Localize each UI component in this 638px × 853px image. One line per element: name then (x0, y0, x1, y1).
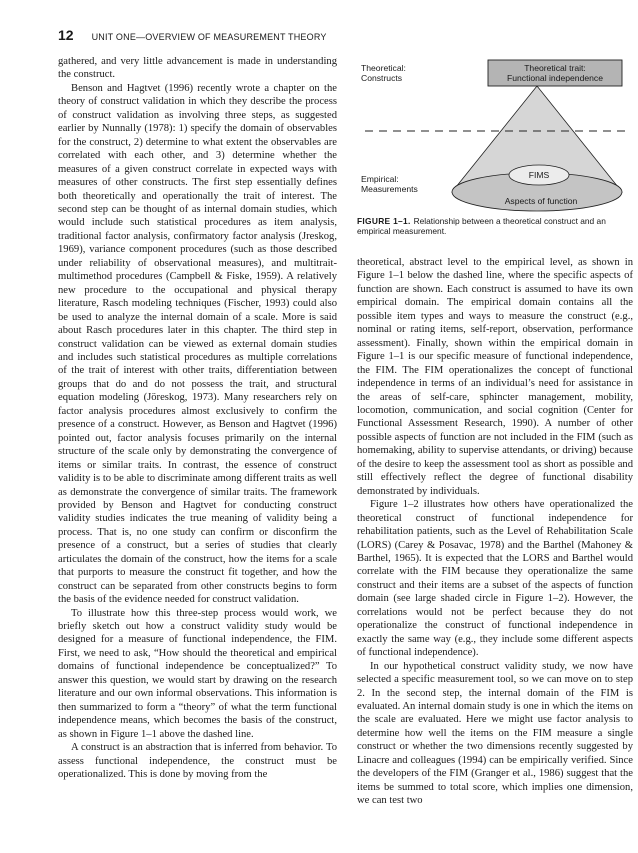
figure-caption (357, 216, 633, 237)
left-paragraph-1: gathered, and very little advancement is made in understanding the construct. (58, 56, 337, 81)
construct-diagram (357, 54, 633, 214)
left-paragraph-3: To illustrate how this three-step process would work, we briefly sketch out how a construct validity study would be designed for a measure of functional independence, the FIM. First, we need to ask, “How should the theoretical and empirical domains of functional independence be conceptualized?” To answer this question, we would start by drawing on the research literature and our own informal observations. This information is then summarized to form a “theory” of what the term functional independence means, which becomes the basis of the construct, as shown in Figure 1–1 above the dashed line. (58, 607, 337, 740)
empirical-label-line1: Empirical: (361, 174, 399, 184)
empirical-label-line2: Measurements (361, 184, 418, 194)
trait-box-line2: Functional independence (506, 73, 604, 83)
caption-label: FIGURE 1–1. (357, 216, 411, 226)
right-paragraph-2: Figure 1–2 illustrates how others have operationalized the theoretical construct of functional independence for rehabilitation patients, such as the Level of Rehabilitation Scale (LORS) (Carey & Posavac, 1978) and the Barthel (Mahoney & Barthel, 1965). It is expected that the LORS and Barthel would correlate with the FIM because they operationalize the same construct and their items are a subset of the aspects of function domain (see large shaded circle in Figure 1–2). However, the correlations would not be perfect because they do not operationalize the construct of functional independence in exactly the same way (e.g., they include some different aspects of functional independence). (357, 499, 633, 659)
left-paragraph-4: A construct is an abstraction that is inferred from behavior. To assess functional independence, the construct must be operationalized. This is done by moving from the (58, 742, 337, 781)
trait-box-line1: Theoretical trait: (524, 63, 586, 73)
fims-label: FIMS (528, 170, 550, 180)
caption-text: Relationship between a theoretical construct and an empirical measurement. (357, 216, 606, 237)
theoretical-label-line2: Constructs (361, 73, 403, 83)
right-paragraph-3: In our hypothetical construct validity study, we now have selected a specific measurement tool, so we can move on to step 2. In the second step, the internal domain of the FIM is evaluated. An internal domain study is one in which the items on the scale are evaluated. Here we might use factor analysis to determine how well the items on the FIM measure a single construct or whether the two dimensions recently suggested by Linacre and colleagues (1994) can be empirically verified. Since the developers of the FIM (Granger et al., 1986) suggest that the items be summed to total score, which implies one dimension, we can test two (357, 660, 633, 807)
aspects-label: Aspects of function (504, 196, 578, 206)
left-column (58, 55, 337, 781)
right-paragraph-1: theoretical, abstract level to the empirical level, as shown in Figure 1–1 below the dashed line, where the specific aspects of function are shown. Each construct is assumed to have its own empirical domain. The empirical domain contains all the possible item types and ways to measure the construct (e.g., nominal or rating items, self-report, observation, performance assessment). Finally, shown within the empirical domain in Figure 1–1 is our specific measure of functional independence, the FIM. The FIM operationalizes the concept of functional independence in terms of an individual’s need for assistance in the areas of self-care, sphincter management, mobility, locomotion, communication, and social cognition (Center for Functional Assessment Research, 1990). A number of other possible aspects of function are not included in the FIM (such as homemaking, ability to supervise attendants, or driving) because of the desire to keep the assessment tool as short as possible and still effectively reflect the degree of functional disability demonstrated by individuals. (357, 257, 633, 497)
running-head: UNIT ONE—OVERVIEW OF MEASUREMENT THEORY (91, 32, 327, 42)
page-number: 12 (58, 27, 74, 43)
right-column (357, 256, 633, 808)
left-paragraph-2: Benson and Hagtvet (1996) recently wrote a chapter on the theory of construct validation in which they describe the process of construct validation as involving three steps, as suggested earlier by Nunnally (1978): 1) specify the domain of observables for the construct, 2) determine to what extent the observables are correlated with each other, and 3) determine whether the measures of a given construct correlate in expected ways with measures of other constructs. The first step essentially defines both theoretically and operationally the trait of interest. The second step can be thought of as internal domain studies, which would include such statistical procedures as item analysis, traditional factor analysis, confirmatory factor analysis (Jreskog, 1969), variance component procedures (such as those described under reliability of observational measures), and multitrait-multimethod procedures (Campbell & Fiske, 1959). A relatively new procedure to the occupational and physical therapy literature, Rasch modeling techniques (Fischer, 1993) could also be used to analyze the internal domain of a scale. More is said about Rasch procedures later in this chapter. The third step in construct validation can be viewed as external domain studies and includes such statistical procedures as multiple correlations of the trait of interest with other traits, differentiation between groups that do and do not possess the trait, and structural equation modeling (Jöreskog, 1973). Many researchers rely on factor analysis procedures almost exclusively to confirm the presence of a construct. However, as Benson and Hagtvet (1996) pointed out, factor analysis focuses primarily on the internal structure of the scale only by demonstrating the convergence of items or similar traits. In contrast, the essence of construct validity is to be able to discriminate among different traits as well as demonstrate the convergence of similar traits. The framework provided by Benson and Hagtvet for conducting construct validity studies indicates the true meaning of validity being a process. That is, no one study can confirm or disconfirm the presence of a construct, but a series of studies that clearly articulates the domain of the construct, how the items for a scale that purports to measure the construct fit together, and how the construct can be separated from other constructs begins to form the basis of the evidence needed for construct validation. (58, 82, 337, 606)
theoretical-label-line1: Theoretical: (361, 63, 406, 73)
page-header (58, 27, 327, 43)
